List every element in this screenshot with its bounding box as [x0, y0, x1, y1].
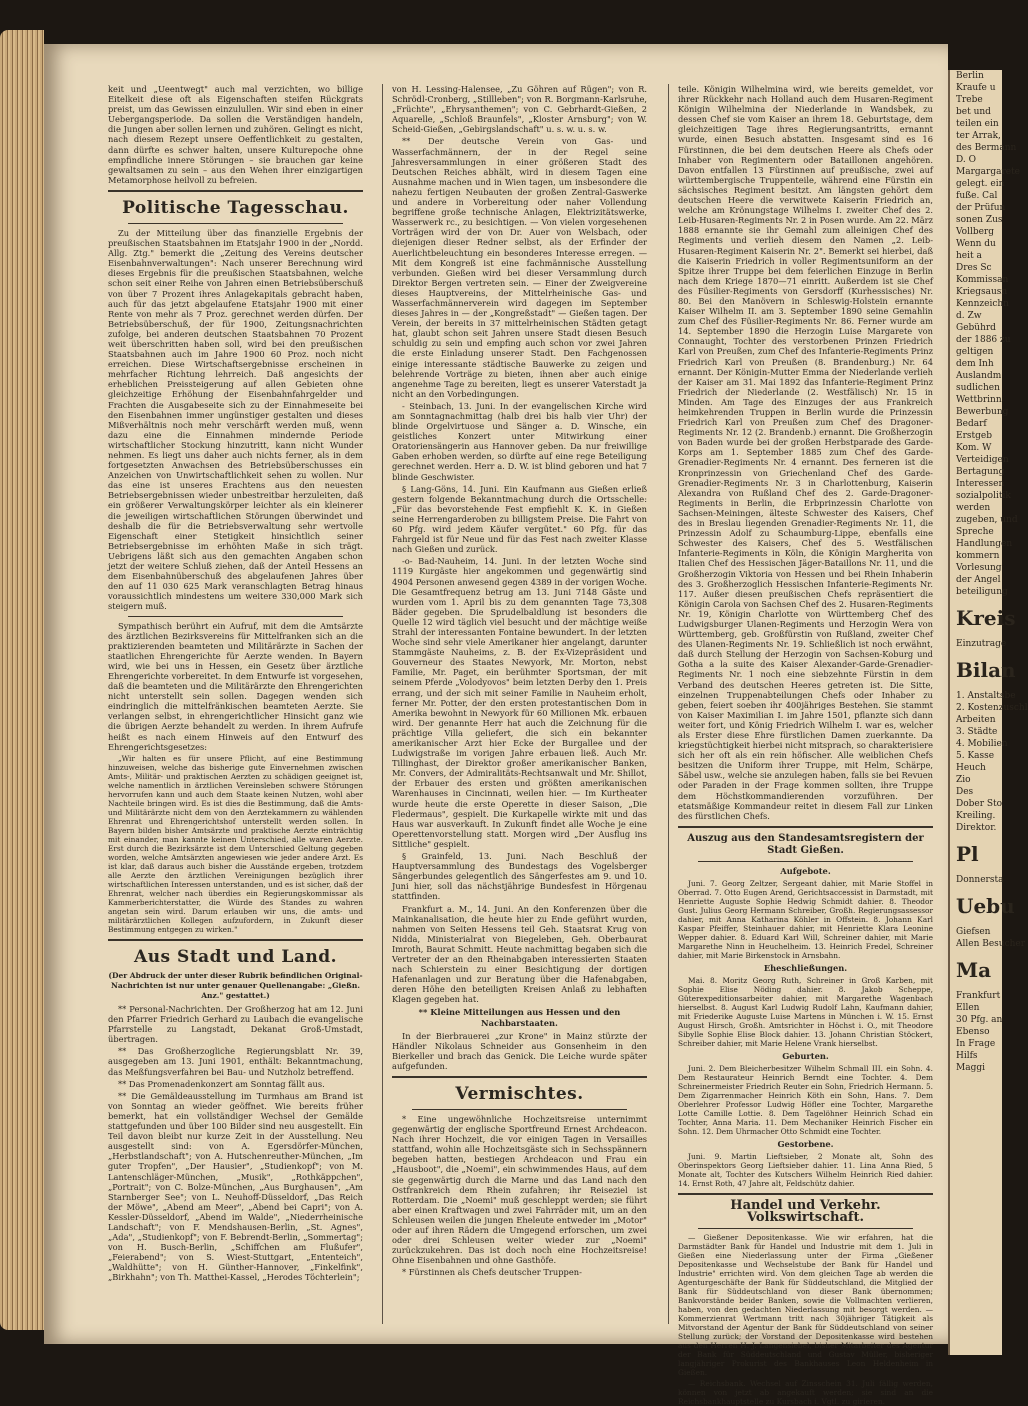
facing-page-fragment: Bedarf — [956, 419, 987, 429]
facing-page-fragment: Bertagung — [956, 467, 1005, 477]
heading-register: Auszug aus den Standesamtsregistern der Stadt Gießen. — [687, 832, 924, 856]
section-divider — [678, 826, 933, 828]
heading-misc: Vermischtes. — [455, 1084, 584, 1104]
facing-page-fragment: dem Inh — [956, 359, 994, 369]
column-left — [108, 84, 363, 1324]
local-paragraph: § Lang-Göns, 14. Juni. Ein Kaufmann aus Gießen erließ gestern folgende Bekanntmachung durch die Ortsschelle: „Für das bevorstehende Fest empfiehlt K. K. in Gießen seine Herrengarderoben zu billigstem Preise. Die Fahrt von 60 Pfg. wird jedem Käufer vergütet." 60 Pfg. für das Fahrgeld ist für Neue und für das Fest nach zweiter Klasse nach Gießen und zurück. — [392, 483, 647, 555]
column-right — [678, 84, 934, 1406]
facing-page-fragment: Auslandm — [956, 371, 1002, 381]
facing-page-fragment: geltigen — [956, 347, 994, 357]
local-paragraph: -o- Bad-Nauheim, 14. Juni. In der letzten Woche sind 1119 Kurgäste hier angekommen und gegenwärtig sind 4904 Personen anwesend gegen 4389 in der vorigen Woche. Die Gesamtfrequenz betrug am 13. Juni 7148 Gäste und wurden vom 1. April bis zu dem genannten Tage 73,308 Bäder gegeben. Die Sprudelbaldlung ist besonders die Quelle 12 wird täglich viel besucht und der mächtige weiße Strahl der interessanten Fontaine bewundert. In der letzten Woche sind sehr viele Amerikaner hier angelangt, darunter Stammgäste Nauheims, z. B. der Ex-Vizepräsident und Gouverneur des Staates Newyork, Mr. Morton, nebst Familie, Mr. Paget, ein berühmter Sportsman, der mit seinem Pferde „Volodyovos" beim letzten Derby den 1. Preis errang, und der sich mit seiner Familie in Nauheim erholt, ferner Mr. Potter, der den ersten protestantischen Dom in Amerika bewohnt in Newyork für 60 Millionen Mk. erbauen wird. Der genannte Herr hat auch die Zeichnung für die prächtige Villa geliefert, die sich ein bekannter amerikanischer Arzt hier Ecke der Burgallee und der Ludwigstraße im vorigen Jahre erbauen ließ. Auch Mr. Tillinghast, der Direktor großer amerikanischer Banken, Mr. Convers, der Admiralitäts-Rechtsanwalt und Mr. Shillot, der Erbauer des ersten und größten amerikanischen Warenhauses in Cincinnati, weilen hier. — Im Kurtheater wurde heute die erste Operette in dieser Saison, „Die Fledermaus", gespielt. Die Kurkapelle wirkte mit und das Haus war ausverkauft. In Zukunft findet alle Woche je eine Operettenvorstellung statt. Morgen wird „Der Ausflug ins Sittliche" gespielt. — [392, 556, 647, 849]
register-ehe-title: Eheschließungen. — [763, 962, 848, 973]
heading-underline — [698, 1228, 913, 1229]
section-divider — [108, 939, 363, 941]
facing-page-fragment: Des — [956, 787, 974, 797]
heading-underline — [128, 223, 343, 224]
register-aufgebote: Juni. 7. Georg Zeltzer, Sergeant dahier, mit Marie Stoffel in Oberrad. 7. Otto Eugen Arend, Gerichtsaccessist in Darmstadt, mit Henriette Auguste Sophie Hedwig Schmidt dahier. 8. Theodor Gust. Julius Georg Hermann Schreiber, Großh. Regierungsassessor dahier, mit Anna Katharina Köhler in Offstein. 8. Johann Karl Kaspar Pfeiffer, Steinhauer dahier, mit Henriette Klara Leonine Wepper dahier. 8. Eduard Karl Will, Schreiner dahier, mit Marie Margarethe Ninn in Heuchelheim. 13. Heinrich Fredel, Schreiner dahier, mit Marie Birkenstock in Arnsbahn. — [678, 878, 933, 960]
facing-page-fragment: Dober Sto — [956, 799, 1003, 809]
facing-page-fragment: Hilfs — [956, 1051, 978, 1061]
trade-paragraph: — Gießener Depositenkasse. Wie wir erfahren, hat die Darmstädter Bank für Handel und Industrie mit dem 1. Juli in Gießen eine Niederlassung unter der Firma „Gießener Depositenkasse und Wechselstube der Bank für Handel und Industrie" errichten wird. Von dem gleichen Tage ab werden die Agenturgeschäfte der Bank für Süddeutschland, die Mitglied der Bank für Süddeutschland von dieser Bank übernommen; Bankvorstände beider Banken, sowie die Vollmachten verlieren, haben, von den gedachten Niederlassung mit besorgt werden. — Kommerzienrat Wertmann tritt nach 30jähriger Tätigkeit als Mitvorstand der Agentur der Bank für Süddeutschland von seiner Stellung zurück; der Vorstand der Depositenkasse wird bestehen aus den Herren H. J. Langensiebel, bisher Mitarbeiter des Agentur der Bank für Süddeutschland und Gustav Müller, bisheriger langjähriger Prokurist des Bankhauses Leon Heldenheim in Gießen. — [678, 1233, 933, 1378]
facing-page-fragment: Maggi — [956, 1063, 985, 1073]
facing-page-fragment: beteiligung — [956, 587, 1008, 597]
facing-page-fragment: bet und — [956, 107, 991, 117]
section-divider — [392, 1076, 647, 1078]
intro-paragraph: keit und „Ueentwegt" auch mal verzichten, wo billige Eitelkeit diese oft als Eigenschaften steifen Rückgrats preist, um das Gewissen einzulullen. Wir sind eben in einer Uebergangsperiode. Da sollen die Verständigen handeln, die Jungen aber sollen lernen und zuhören. Gelingt es nicht, nach diesem Rezept unsere Oeffentlichkeit zu gestalten, dann dürfte es schwer halten, unsere Kulturepoche ohne empfindliche innere Störungen – sie brauchen gar keine gewaltsamen zu sein – aus den Wehen ihrer einzigartigen Metamorphose heilvoll zu befreien. — [108, 84, 363, 185]
facing-page-fragment: Allen Besucher — [956, 939, 1026, 949]
facing-page-fragment: Uebu — [956, 894, 1015, 918]
facing-page-fragment: gelegt. ein — [956, 179, 1005, 189]
facing-page-fragment: Spreche — [956, 527, 994, 537]
facing-page-fragment: Handlungen — [956, 539, 1013, 549]
facing-page-fragment: Gebührd — [956, 323, 996, 333]
column-middle — [392, 84, 647, 1324]
facing-page-fragment: Verteidigen — [956, 455, 1009, 465]
sub-heading-kleine: ** Kleine Mitteilungen aus Hessen und den Nachbarstaaten. — [418, 1007, 621, 1028]
heading-politics: Politische Tagesschau. — [122, 197, 349, 218]
facing-page-fragment: Vollberg — [956, 227, 994, 237]
facing-page-fragment: kommern — [956, 551, 1000, 561]
local-paragraph: ** Die Gemäldeausstellung im Turmhaus am Brand ist von Sonntag an wieder geöffnet. Wie bereits früher bemerkt, hat ein vollständiger Wechsel der Gemälde stattgefunden und über 100 Bilder sind neu ausgestellt. Ein Teil davon bleibt nur kurze Zeit in der Ausstellung. Neu ausgestellt sind: von A. Egersdörfer-München, „Herbstlandschaft"; von A. Hutschenreuther-München, „Im guter Tropfen", „Der Hausier", „Studienkopf"; von M. Lantenschläger-München, „Musik", „Rothkäppchen", „Portrait"; von C. Bolze-München, „Aus Burghausen", „Am Starnberger See"; von L. Neuhoff-Düsseldorf, „Das Reich der Möwe", „Abend am Meer", „Abend bei Capri"; von A. Kessler-Düsseldorf, „Abend im Walde", „Niederrheinische Landschaft"; von F. Mendshausen-Berlin, „St. Agnes", „Ada", „Studienkopf"; von F. Bebrendt-Berlin, „Sommertag"; von H. Busch-Berlin, „Schiffchen am Flußufer", „Feierabend"; von S. Wiest-Stuttgart, „Ententeich", „Waldhütte"; von H. Günther-Hannover, „Finkelfink", „Birkhahn"; von Th. Matthei-Kassel, „Herodes Töchterlein"; — [108, 1090, 363, 1283]
facing-page-fragment: Berlin — [956, 71, 984, 81]
heading-underline — [412, 1109, 627, 1110]
facing-page-fragment: Pl — [956, 842, 979, 866]
facing-page-fragment: Kom. W — [956, 443, 992, 453]
newspaper-page — [44, 44, 948, 1406]
facing-page-fragment: Frankfurt — [956, 991, 1001, 1001]
facing-page-fragment: Ellen — [956, 1003, 980, 1013]
facing-page-fragment: Kriegsausn — [956, 287, 1008, 297]
facing-page-fragment: Wenn du — [956, 239, 996, 249]
facing-page-fragment: Kennzeichn — [956, 299, 1009, 309]
register-ehe: Mai. 8. Moritz Georg Ruth, Schreiner in Groß Karben, mit Sophie Elise Nöding dahier. 8. Jakob Scheppe, Güterexpeditionsarbeiter dahier, mit Margarethe Wagenbach hierselbst. 8. August Karl Ludwig Rudolf Lahn, Kaufmann dahier, mit Friederike Auguste Luise Martens in München i. W. 15. Ernst August Hirsch, Großh. Amtsrichter in Höchst i. O., mit Theodore Sibylle Sophie Elise Block dahier. 13. Johann Christian Stöckert, Schreiber dahier, mit Marie Helene Vrank hierselbst. — [678, 976, 933, 1049]
facing-page-fragment: 5. Kasse — [956, 751, 995, 761]
facing-page-fragment: zugeben, und — [956, 515, 1018, 525]
facing-page-fragment: sudlichen — [956, 383, 1000, 393]
facing-page-fragment: Zio — [956, 775, 971, 785]
facing-page-fragment: Interessen — [956, 479, 1005, 489]
facing-page-fragment: D. O — [956, 155, 976, 165]
trade-paragraph: — Reichsbank. Wechsel auf Zinsschein 31. Juli fällig werden, können von jetzt ab angekauft werden; sie sind an die Reichsbankhauptstelle zu Kursbach i. Vgtl. zu girieren. — [678, 1379, 933, 1406]
register-geb: Juni. 2. Dem Bleicherbesitzer Wilhelm Schmall III. ein Sohn. 4. Dem Restaurateur Heinrich Berndt eine Tochter. 4. Dem Schreinermeister Friedrich Reuter ein Sohn, Friedrich Hermann. 5. Dem Zigarrenmacher Heinrich Köth ein Sohn, Hans. 7. Dem Oberlehrer Professor Ludwig Höfler eine Tochter, Margarethe Lotte Camille Lottie. 8. Dem Tagelöhner Heinrich Schad ein Tochter, Anna Maria. 11. Dem Mechaniker Heinrich Fischer ein Sohn. 12. Dem Uhrmacher Otto Schmidt eine Tochter. — [678, 1064, 933, 1137]
heading-local: Aus Stadt und Land. — [134, 946, 337, 967]
facing-page-fragment: Heuch — [956, 763, 986, 773]
facing-page-fragment: Bilan — [956, 658, 1016, 682]
facing-page-fragment: Direktor. — [956, 823, 997, 833]
facing-page-fragment: Ebenso — [956, 1027, 990, 1037]
facing-page-fragment: Giefsen — [956, 927, 991, 937]
facing-page-fragment: sonen Zus — [956, 215, 1003, 225]
local-paragraph: ** Das Promenadenkonzert am Sonntag fällt aus. — [118, 1078, 325, 1089]
column-rule — [382, 84, 383, 1324]
facing-page-fragment: fuße. Cal — [956, 191, 998, 201]
facing-page-fragment: heit a — [956, 251, 982, 261]
facing-page-fragment: 4. Mobilien — [956, 739, 1008, 749]
facing-page-fragment: teilen ein — [956, 119, 999, 129]
kleine-paragraph: In der Bierbrauerei „zur Krone" in Mainz stürzte der Händler Nikolaus Schneider aus Gonsenheim in den Bierkeller und brach das Genick. Die Leiche wurde später aufgefunden. — [392, 1030, 647, 1071]
facing-page-fragment: 1. Anstaltsbe — [956, 691, 1016, 701]
facing-page-fragment: Erstgeb — [956, 431, 992, 441]
facing-page-fragment: sozialpolitik — [956, 491, 1011, 501]
misc-paragraph: teile. Königin Wilhelmina wird, wie bereits gemeldet, vor ihrer Rückkehr nach Holland auch dem Husaren-Regiment Königin Wilhelmina der Niederlande in Wandsbek, zu dessen Chef sie vom Kaiser an ihrem 18. Geburtstage, dem gleichzeitigen Tage ihres Regierungsantritts, ernannt wurde, einen Besuch abstatten. Insgesamt sind es 16 Fürstinnen, die bei dem deutschen Heere als Chefs oder Inhaber von Regimentern oder Bataillonen angehören. Davon entfallen 13 Fürstinnen auf preußische, zwei auf württembergische Truppenteile, während eine Fürstin ein sächsisches Regiment besitzt. Am längsten gehört dem deutschen Heere die verwitwete Kaiserin Friedrich an, welche am Krönungstage Wilhelms I. zweiter Chef des 2. Leib-Husaren-Regiments Nr. 2 in Posen wurde. Am 22. März 1888 ernannte sie ihr Gemahl zum alleinigen Chef des Regiments und verlieh diesem den Namen „2. Leib-Husaren-Regiment Kaiserin Nr. 2". Bemerkt sei hierbei, daß die Kaiserin Friedrich in voller Regimentsuniform an der Spitze ihrer Truppe bei dem feierlichen Einzuge in Berlin nach dem Kriege 1870—71 einritt. Außerdem ist sie Chef des Füsilier-Regiments von Gersdorff (Kurhessisches) Nr. 80. Bei den Manövern in Schleswig-Holstein ernannte Kaiser Wilhelm II. am 3. September 1890 seine Gemahlin zum Chef des Füsilier-Regiments Nr. 86. Ferner wurde am 14. September 1890 die Herzogin Luise Margarete von Connaught, Tochter des verstorbenen Prinzen Friedrich Karl von Preußen, zum Chef des Infanterie-Regiments Prinz Friedrich Karl von Preußen (8. Brandenburg.) Nr. 64 ernannt. Der Königin-Mutter Emma der Niederlande verlieh der Kaiser am 31. Mai 1892 das Infanterie-Regiment Prinz Friedrich der Niederlande (2. Westfälisch) Nr. 15 in Minden. Am Tage des Einzuges der aus Frankreich heimkehrenden Truppen in Berlin wurde die Prinzessin Friedrich Karl von Preußen zum Chef des Dragoner-Regiments Nr. 12 (2. Brandenb.) ernannt. Die Großherzogin von Baden wurde bei der großen Herbstparade des Garde-Korps am 1. September 1885 zum Chef des Garde-Grenadier-Regiments Nr. 4 ernannt. Des ferneren ist die Kronprinzessin von Griechenland Chef des Garde-Grenadier-Regiments Nr. 3 in Charlottenburg, Kaiserin Alexandra von Rußland Chef des 2. Garde-Dragoner-Regiments in Berlin, die Erbprinzessin Charlotte von Sachsen-Meiningen, älteste Schwester des Kaisers, Chef des in Breslau liegenden Grenadier-Regiments Nr. 11, die Prinzessin Adolf zu Schaumburg-Lippe, ebenfalls eine Schwester des Kaisers, Chef des 5. Westfälischen Infanterie-Regiments in Köln, die Königin Margherita von Italien Chef des Hessischen Jäger-Bataillons Nr. 11, und die Großherzogin Viktoria von Hessen und bei Rhein Inhaberin des 3. Großherzoglich Hessischen Infanterie-Regiments Nr. 117. Außer diesen preußischen Chefs repräsentiert die Königin Carola von Sachsen Chef des 2. Husaren-Regiments Nr. 19, Königin Charlotte von Württemberg Chef des Ludwigsburger Ulanen-Regiments und Herzogin Wera von Württemberg, geb. Großfürstin von Rußland, zweiter Chef des Ulanen-Regiments Nr. 19. Schließlich ist noch erwähnt, daß durch Stellung der Herzogin von Sachsen-Koburg und Gotha a la suite des Kaiser Alexander-Garde-Grenadier-Regiments Nr. 1 noch eine siebzehnte Fürstin in dem Verband des deutschen Heeres getreten ist. Die Sitte, einzelnen Truppenabteilungen Chefs oder Inhaber zu geben, feiert soeben ihr 400jähriges Bestehen. Sie stammt von Kaiser Maximilian I. im Jahre 1501, pflanzte sich dann weiter fort, und König Friedrich Wilhelm I. war es, welcher als Erster diese Ehre fürstlichen Damen zuerkannte. Da kriegstüchtigkeit hierbei nicht mitsprach, so charakterisiere sich her oft als ein rein höfischer. Alle weiblichen Chefs besitzen die Uniform ihrer Truppe, mit Helm, Schärpe, Säbel usw., welche sie anzulegen haben, falls sie bei Revuen oder Paraden in der Frage kommen sollten, ihre Truppe dem Höchstkommandierenden vorzuführen. Der etatsmäßige Kommandeur reitet in diesem Fall zur Linken des fürstlichen Chefs. — [678, 84, 934, 821]
facing-page-fragment: Vorlesung — [956, 563, 1002, 573]
facing-page-fragment: der 1886 zu — [956, 335, 1011, 345]
register-tod-title: Gestorbene. — [777, 1139, 834, 1150]
register-tod: Juni. 9. Martin Lieftsieber, 2 Monate alt, Sohn des Oberinspektors Georg Lieftsieber dahier. 11. Lina Anna Ried, 5 Monate alt, Tochter des Kutschers Wilhelm Heinrich Ried dahier. 14. Ernst Roth, 47 Jahre alt, Feldschütz dahier. — [678, 1152, 933, 1189]
register-aufgebote-title: Aufgebote. — [780, 865, 831, 876]
local-paragraph: von H. Lessing-Halensee, „Zu Göhren auf Rügen"; von R. Schrödl-Cronberg, „Stillleben"; von R. Borgmann-Karlsruhe, „Früchte", „Ehrysanthemen"; von C. Gebrhardt-Gießen, 2 Aquarelle, „Schloß Braunfels", „Kloster Arnsburg"; von W. Scheid-Gießen, „Gebirgslandschaft" u. s. w. u. s. w. — [392, 84, 647, 135]
facing-page-fragment: Kreiling. — [956, 811, 996, 821]
facing-page-fragment: 3. Städte — [956, 727, 998, 737]
facing-page-fragment: d. Zw — [956, 311, 982, 321]
facing-page-fragment: Kommissan — [956, 275, 1009, 285]
misc-paragraph: * Eine ungewöhnliche Hochzeitsreise unternimmt gegenwärtig der englische Sportfreund Ernest Archdeacon. Nach ihrer Hochzeit, die vor einigen Tagen in Versailles stattfand, wohin alle Hochzeitsgäste sich in Sechsspännern begeben hatten, bestiegen Archdeacon und Frau ein „Hausboot", die „Noemi", ein schwimmendes Haus, auf dem sie gegenwärtig durch die Marne und das Land nach den Ostfrankreich dem Rhein zufahren; ihr Reiseziel ist Rotterdam. Die „Noemi" muß geschleppt werden; sie führt aber einen Kraftwagen und zwei Fahrräder mit, um an den Schleusen weilen die jungen Eheleute entweder im „Motor" oder auf ihren Rädern die Umgegend erforschen, um zwei oder drei Schleusen weiter wieder zur „Noemi" zurückzukehren. Das ist doch noch eine Hochzeitsreise! Ohne Eisenbahnen und ohne Gasthöfe. — [392, 1114, 647, 1266]
facing-page-fragment: Wettbrinn — [956, 395, 1002, 405]
facing-page-fragment: werden — [956, 503, 991, 513]
facing-page-fragment: Donnersta — [956, 875, 1004, 885]
local-copyright-note: (Der Abdruck der unter dieser Rubrik befindlichen Original-Nachrichten ist nur unter genauer Quellenangabe: „Gießn. Anz." gestattet.) — [108, 970, 363, 1000]
local-paragraph: ** Das Großherzogliche Regierungsblatt Nr. 39, ausgegeben am 13. Juni 1901, enthält: Bekanntmachung, das Meßfungsverfahren bei Bau- und Nutzholz betreffend. — [108, 1046, 363, 1077]
facing-page-fragment: Bewerbung — [956, 407, 1009, 417]
local-paragraph: ** Personal-Nachrichten. Der Großherzog hat am 12. Juni den Pfarrer Friedrich Gerhard zu Laubach die evangelische Pfarrstelle zu Langstadt, Dekanat Groß-Umstadt, übertragen. — [108, 1004, 363, 1045]
facing-page-fragment: des Bermann — [956, 143, 1017, 153]
facing-page-strip — [948, 70, 1028, 1355]
politics-quote: „Wir halten es für unsere Pflicht, auf eine Bestimmung hinzuweisen, welche das bisherige gute Einvernehmen zwischen Amts-, Militär- und praktischen Aerzten zu schädigen geeignet ist, welche namentlich in ärztlichen Vereinsleben schwere Störungen hervorrufen kann und auch dem Staate keinen Nutzen, wohl aber Nachteile bringen wird. Es ist dies die Bestimmung, daß die Amts- und Militärärzte nicht dem von den Aerztekammern zu wählenden Ehrenrat und Ehrengerichtshof unterstellt werden sollen. In Bayern bilden bisher Amtsärzte und praktische Aerzte einträchtig mit einander, man kannte keinen Unterschied, alle waren Aerzte. Erst durch die Bezirksärzte ist dem Unterschied Geltung gegeben worden, welche Amtsärzten angewiesen wie jeder andere Arzt. Es ist klar, daß daraus auch bisher die Ausstände ergeben, trotzdem alle Aerzte den ärztlichen Vereinigungen bezüglich ihrer wirtschaftlichen Interessen unterstanden, und es ist sicher, daß der Ehrenrat, welcher nach überdies ein Regierungskommissar als Kammerberichterstatter, die Würde des Standes zu wahren angetan sein wird. Darum erlauben wir uns, die amts- und militärärztlichen Kollegen aufzufordern, in Zukunft dieser Bestimmung entgegen zu wirken." — [108, 753, 363, 934]
local-paragraph: Frankfurt a. M., 14. Juni. An den Konferenzen über die Mainkanalisation, die heute hier zu Ende geführt wurden, nahmen von Seiten Hessens teil Geh. Staatsrat Krug von Nidda, Ministerialrat von Biegeleben, Geh. Oberbaurat Imroth, Baurat Schmitt. Heute nachmittag begaben sich die Vertreter der an den Rheinabgaben interessierten Staaten nach Schierstein zu einer Besichtigung der dortigen Hafenanlagen und zur Beratung über die Hafenabgaben, deren Höhe den beteiligten Kreisen Anlaß zu lebhaften Klagen gegeben hat. — [392, 903, 647, 1005]
local-paragraph: - Steinbach, 13. Juni. In der evangelischen Kirche wird am Sonntagnachmittag (halb drei bis halb vier Uhr) der blinde Orgelvirtuose und Sänger a. D. Winsche, ein geistliches Konzert unter Mitwirkung einer Oratoriensängerin aus Hannover geben. Da nur freiwillige Gaben erhoben werden, so dürfte auf eine rege Beteiligung gerechnet werden. Herr a. D. W. ist blind geboren und hat 7 blinde Geschwister. — [392, 400, 647, 482]
facing-page-fragment: der Prüfun — [956, 203, 1006, 213]
facing-page-fragment: 2. Kostenzuschl — [956, 703, 1028, 713]
heading-trade: Handel und Verkehr. Volkswirtschaft. — [730, 1198, 881, 1226]
heading-underline — [698, 861, 913, 862]
column-rule — [668, 84, 669, 1324]
facing-page-fragment: In Frage — [956, 1039, 996, 1049]
local-paragraph: § Grainfeld, 13. Juni. Nach Beschluß der Hauptversammlung des Bundestags des Vogelsberger Sängerbundes gelegentlich des Sängerfestes am 9. und 10. Juni hier, soll das nächstjährige Bundesfest in Hörgenau stattfinden. — [392, 851, 647, 902]
facing-page-fragment: Ma — [956, 958, 992, 982]
facing-page-fragment: Dres Sc — [956, 263, 992, 273]
section-divider — [108, 190, 363, 192]
facing-page-fragment: Margargarete — [956, 167, 1021, 177]
facing-page-fragment: Kreis — [956, 606, 1016, 630]
page-stack-left — [0, 30, 44, 1330]
section-divider — [678, 1193, 933, 1195]
politics-paragraph: Zu der Mitteilung über das finanzielle Ergebnis der preußischen Staatsbahnen im Etatsjahr 1900 in der „Nordd. Allg. Ztg." bemerkt die „Zeitung des Vereins deutscher Eisenbahnverwaltungen": Nach unserer Berechnung wird dieses Ergebnis für die preußischen Staatsbahnen, welche schon seit einer Reihe von Jahren einen Betriebsüberschuß von über 7 Prozent ihres Anlagekapitals gebracht haben, auch für das jetzt abgelaufene Etatsjahr 1900 mit einer Rente von mehr als 7 Proz. gerechnet werden dürfen. Der Betriebsüberschuß, der für 1900, Zeitungsnachrichten zufolge, bei anderen deutschen Staatsbahnen 70 Prozent weit überschritten haben soll, wird bei den preußischen Staatsbahnen auch im Jahre 1900 60 Proz. noch nicht erreichen. Diese Wirtschaftsergebnisse erscheinen in mehrfacher Richtung lehrreich. Daß angesichts der erheblichen Preissteigerung auf allen Gebieten ohne gleichzeitige Erhöhung der Eisenbahnfahrgelder und Frachten die Ausgabeseite sich zu der Einnahmeseite bei den Eisenbahnen immer ungünstiger gestalten und dieses Mißverhältnis noch mehr verschärft werden muß, wenn dazu eine die Einnahmen mindernde Periode wirtschaftlicher Stockung hinzutritt, kann nicht Wunder nehmen. Es liegt uns daher auch nichts ferner, als in dem fortgesetzten Anwachsen des Betriebsüberschusses ein Anzeichen von Unwirtschaftlichkeit sehen zu wollen. Nur das eine ist unseres Erachtens aus den neuesten Betriebsergebnissen wieder unbestreitbar herzuleiten, daß ein größerer Verwaltungskörper leichter als ein kleinerer die jeweiligen wirtschaftlichen Störungen überwindet und deshalb die für die Betriebsverwaltung sehr wertvolle Eigenschaft einer Stetigkeit hinsichtlich seiner Betriebsergebnisse im erhöhten Maße in sich trägt. Uebrigens läßt sich aus den gemachten Angaben schon jetzt der weitere Schluß ziehen, daß der Anteil Hessens an dem Eisenbahnüberschuß des abgelaufenen Jahres über den auf 11 030 625 Mark veranschlagten Betrag hinaus voraussichtlich mindestens um weitere 330,000 Mark sich steigern muß. — [108, 227, 363, 612]
politics-paragraph: Sympathisch berührt ein Aufruf, mit dem die Amtsärzte des ärztlichen Bezirksvereins für Mittelfranken sich an die praktizierenden beamteten und Militärärzte in Sachen der staatlichen Ehrengerichte für Aerzte wenden. In Bayern wird, wie bei uns in Hessen, ein Gesetz über ärztliche Ehrengerichte vorbereitet. In dem Entwurfe ist vorgesehen, daß die beamteten und die Militärärzte den Ehrengerichten nicht unterstellt sein sollen. Dagegen wenden sich eindringlich die mittelfränkischen beamteten Aerzte. Sie verlangen selbst, in ehrengerichtlicher Hinsicht ganz wie die übrigen Aerzte behandelt zu werden. In ihrem Aufrufe heißt es nach einem Hinweis auf den Entwurf des Ehrengerichtsgesetzes: — [108, 620, 363, 752]
facing-page-fragment: 30 Pfg. an — [956, 1015, 1003, 1025]
facing-page-fragment: Trebe — [956, 95, 983, 105]
register-geb-title: Geburten. — [782, 1051, 829, 1062]
local-paragraph: ** Der deutsche Verein von Gas- und Wasserfachmännern, der in der Regel seine Jahresversammlungen in einer größeren Stadt des Deutschen Reiches abhält, wird in diesem Tagen eine Ausnahme machen und in Wien tagen, um insbesondere die nahezu fertigen Neubauten der großen Zentral-Gaswerke und andere in Vorbereitung oder naher Vollendung begriffene große technische Anlagen, Elektrizitätswerke, Wasserwerk rc., zu besichtigen. — Von vielen vorgesehenen Vorträgen wird der von Dr. Auer von Welsbach, oder diejenigen dieser Redner selbst, als der Erfinder der Auerlichtbeleuchtung ein besonderes Interesse erregen. — Mit dem Kongreß ist eine fachmännische Ausstellung verbunden. Gießen wird bei dieser Versammlung durch Direktor Bergen vertreten sein. — Einer der Zweigvereine dieses Hauptvereins, der Mittelrheinische Gas- und Wasserfachmännerverein wird dagegen im September dieses Jahres in — der „Kongreßstadt" — Gießen tagen. Der Verein, der bereits in 37 mittelrheinischen Städten getagt hat, glaubt schon seit Jahren unsere Stadt diesen Besuch schuldig zu sein und empfing auch schon vor zwei Jahren die erste Einladung unserer Stadt. Den Fachgenossen einige interessante städtische Bauwerke zu zeigen und belehrende Vorträge zu bieten, ihnen aber auch einige angenehme Tage zu bereiten, liegt es unserer Vaterstadt ja nicht an den Vorbedingungen. — [392, 136, 647, 399]
facing-page-fragment: der Angel — [956, 575, 1001, 585]
article-divider — [128, 616, 343, 617]
misc-paragraph: * Fürstinnen als Chefs deutscher Truppen- — [402, 1267, 582, 1278]
facing-page-fragment: ter Arrak, — [956, 131, 1001, 141]
facing-page-fragment: Arbeiten — [956, 715, 996, 725]
facing-page-fragment: Einzutrage — [956, 639, 1007, 649]
facing-page-fragment: Kraufe u — [956, 83, 996, 93]
